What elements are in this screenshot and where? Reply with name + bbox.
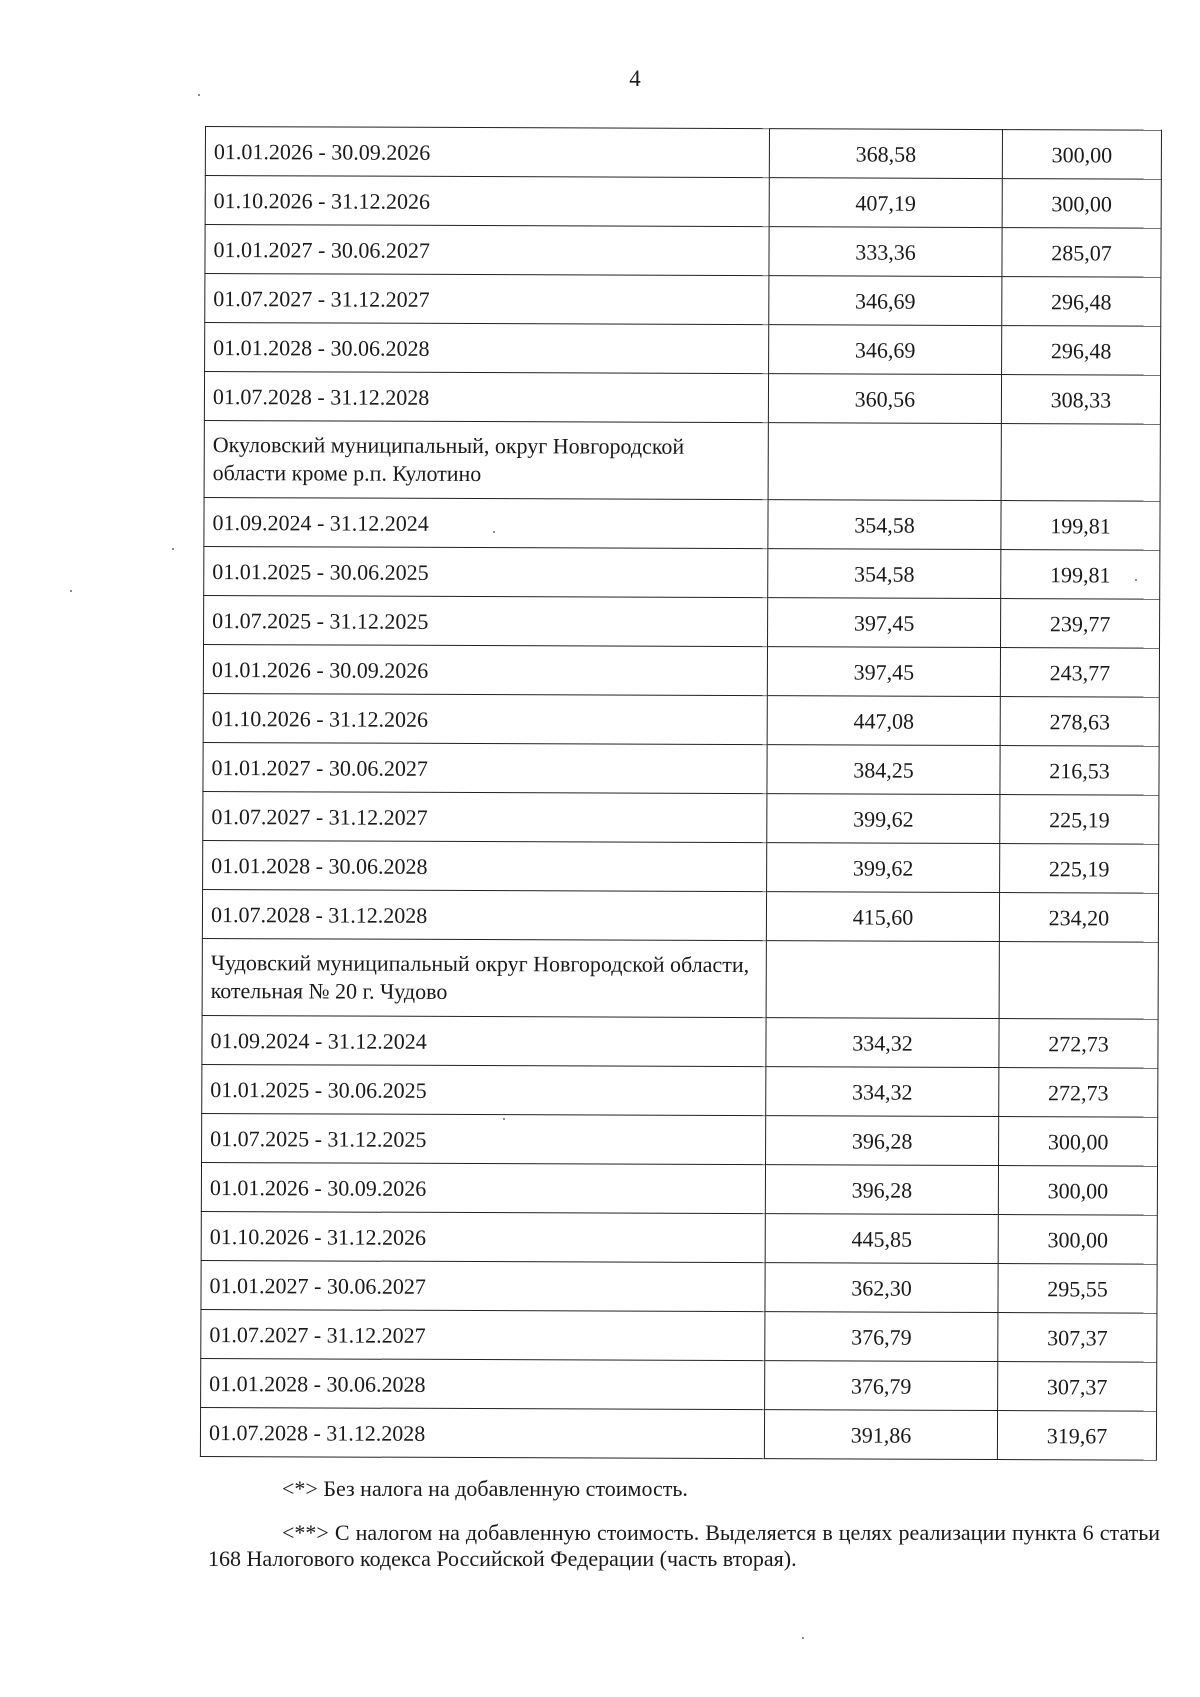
table-row: [203, 693, 1159, 746]
tariff-value-1: 391,86: [764, 1410, 997, 1460]
table-row: [205, 225, 1161, 278]
tariff-value-1: 384,25: [767, 745, 1000, 795]
period-cell: 01.07.2027 - 31.12.2027: [205, 274, 769, 325]
tariff-value-2: 319,67: [997, 1411, 1156, 1461]
table-row: [202, 889, 1158, 942]
table-row: [204, 595, 1160, 648]
tariff-value-2: 234,20: [999, 893, 1158, 943]
table-row: [205, 323, 1161, 376]
tariff-value-1: 447,08: [767, 696, 1000, 746]
tariff-value-1: 334,32: [766, 1018, 999, 1068]
tariff-value-2: 300,00: [1002, 130, 1161, 180]
page-number: 4: [629, 66, 641, 91]
scan-speck: [198, 94, 200, 96]
period-cell: 01.01.2027 - 30.06.2027: [201, 1260, 765, 1311]
scan-speck: [493, 531, 495, 533]
table-row: [205, 127, 1161, 180]
table-row: [205, 176, 1161, 229]
tariff-value-2: 296,48: [1002, 277, 1161, 327]
table-group-row: [204, 420, 1160, 501]
tariff-table-body: [200, 127, 1161, 1461]
tariff-value-1: 397,45: [768, 598, 1001, 648]
tariff-value-1: 396,28: [766, 1116, 999, 1166]
table-row: [204, 497, 1160, 550]
tariff-value-2: 295,55: [998, 1264, 1157, 1314]
tariff-value-2: 216,53: [1000, 746, 1159, 796]
tariff-value-2: 278,63: [1000, 697, 1159, 747]
period-cell: 01.01.2027 - 30.06.2027: [205, 225, 769, 276]
period-cell: 01.01.2027 - 30.06.2027: [203, 742, 767, 793]
tariff-value-1: 368,58: [769, 129, 1002, 179]
tariff-value-1: 376,79: [765, 1312, 998, 1362]
period-cell: 01.01.2028 - 30.06.2028: [201, 1358, 765, 1409]
period-cell: 01.01.2026 - 30.09.2026: [203, 644, 767, 695]
table-row: [201, 1309, 1157, 1362]
tariff-value-1: 346,69: [769, 325, 1002, 375]
period-cell: 01.07.2027 - 31.12.2027: [203, 791, 767, 842]
table-row: [203, 840, 1159, 893]
tariff-value-2: 199,81: [1001, 550, 1160, 600]
period-cell: 01.07.2028 - 31.12.2028: [204, 372, 768, 423]
footnote-no-vat: <*> Без налога на добавленную стоимость.: [282, 1476, 688, 1501]
scan-speck: [70, 590, 72, 592]
table-group-row: [202, 938, 1158, 1019]
table-row: [204, 546, 1160, 599]
table-row: [201, 1358, 1157, 1411]
tariff-value-2: 307,37: [998, 1313, 1157, 1363]
tariff-value-1: 362,30: [765, 1263, 998, 1313]
table-row: [200, 1407, 1156, 1460]
period-cell: 01.10.2026 - 31.12.2026: [201, 1211, 765, 1262]
empty-cell: [768, 423, 1001, 501]
table-row: [203, 791, 1159, 844]
period-cell: 01.10.2026 - 31.12.2026: [205, 176, 769, 227]
tariff-value-2: 225,19: [1000, 795, 1159, 845]
tariff-value-2: 300,00: [1002, 179, 1161, 229]
table-row: [202, 1113, 1158, 1166]
tariff-value-1: 399,62: [767, 843, 1000, 893]
tariff-value-1: 407,19: [769, 178, 1002, 228]
tariff-value-1: 354,58: [768, 549, 1001, 599]
period-cell: 01.07.2028 - 31.12.2028: [200, 1407, 764, 1458]
tariff-value-2: 272,73: [999, 1019, 1158, 1069]
table-row: [202, 1015, 1158, 1068]
period-cell: 01.07.2025 - 31.12.2025: [204, 595, 768, 646]
scan-speck: [1135, 579, 1137, 581]
tariff-value-2: 225,19: [1000, 844, 1159, 894]
tariff-value-1: 399,62: [767, 794, 1000, 844]
tariff-value-1: 397,45: [767, 647, 1000, 697]
tariff-value-1: 346,69: [769, 276, 1002, 326]
period-cell: 01.10.2026 - 31.12.2026: [203, 693, 767, 744]
tariff-value-1: 376,79: [765, 1361, 998, 1411]
period-cell: 01.09.2024 - 31.12.2024: [202, 1015, 766, 1066]
tariff-value-2: 296,48: [1002, 326, 1161, 376]
period-cell: 01.07.2025 - 31.12.2025: [202, 1113, 766, 1164]
tariff-value-1: 445,85: [765, 1214, 998, 1264]
tariff-value-2: 239,77: [1001, 599, 1160, 649]
empty-cell: [999, 942, 1158, 1020]
tariff-value-2: 300,00: [999, 1117, 1158, 1167]
empty-cell: [766, 941, 999, 1019]
period-cell: 01.01.2028 - 30.06.2028: [205, 323, 769, 374]
period-cell: 01.01.2025 - 30.06.2025: [204, 546, 768, 597]
empty-cell: [1001, 424, 1160, 502]
tariff-value-2: 199,81: [1001, 501, 1160, 551]
tariff-value-1: 396,28: [765, 1165, 998, 1215]
period-cell: 01.01.2026 - 30.09.2026: [205, 127, 769, 178]
period-cell: 01.01.2026 - 30.09.2026: [201, 1162, 765, 1213]
group-label: Окуловский муниципальный, округ Новгородской области кроме р.п. Кулотино: [204, 420, 768, 499]
period-cell: 01.09.2024 - 31.12.2024: [204, 497, 768, 548]
tariff-value-1: 333,36: [769, 227, 1002, 277]
scan-speck: [503, 1118, 505, 1120]
tariff-value-2: 300,00: [998, 1215, 1157, 1265]
tariff-value-2: 285,07: [1002, 228, 1161, 278]
tariff-value-2: 272,73: [999, 1068, 1158, 1118]
tariff-value-1: 415,60: [766, 892, 999, 942]
period-cell: 01.07.2027 - 31.12.2027: [201, 1309, 765, 1360]
footnote-with-vat: <**> С налогом на добавленную стоимость. Выделяется в целях реализации пункта 6 статьи 168 Налогового кодекса Российской Федерации (часть вторая).: [208, 1520, 1160, 1571]
tariff-value-2: 243,77: [1000, 648, 1159, 698]
tariff-value-2: 307,37: [998, 1362, 1157, 1412]
tariff-value-2: 300,00: [998, 1166, 1157, 1216]
table-row: [201, 1211, 1157, 1264]
period-cell: 01.01.2025 - 30.06.2025: [202, 1064, 766, 1115]
group-label: Чудовский муниципальный округ Новгородской области, котельная № 20 г. Чудово: [202, 938, 766, 1017]
table-row: [202, 1064, 1158, 1117]
table-row: [204, 372, 1160, 425]
table-row: [205, 274, 1161, 327]
tariff-value-2: 308,33: [1001, 375, 1160, 425]
tariff-value-1: 360,56: [768, 374, 1001, 424]
footnotes: [208, 1476, 1160, 1572]
tariff-table: [200, 126, 1162, 1461]
tariff-value-1: 354,58: [768, 500, 1001, 550]
tariff-value-1: 334,32: [766, 1067, 999, 1117]
scan-speck: [172, 548, 174, 550]
period-cell: 01.01.2028 - 30.06.2028: [203, 840, 767, 891]
table-row: [201, 1260, 1157, 1313]
table-row: [201, 1162, 1157, 1215]
table-row: [203, 644, 1159, 697]
period-cell: 01.07.2028 - 31.12.2028: [202, 889, 766, 940]
table-row: [203, 742, 1159, 795]
scan-speck: [802, 1637, 804, 1639]
